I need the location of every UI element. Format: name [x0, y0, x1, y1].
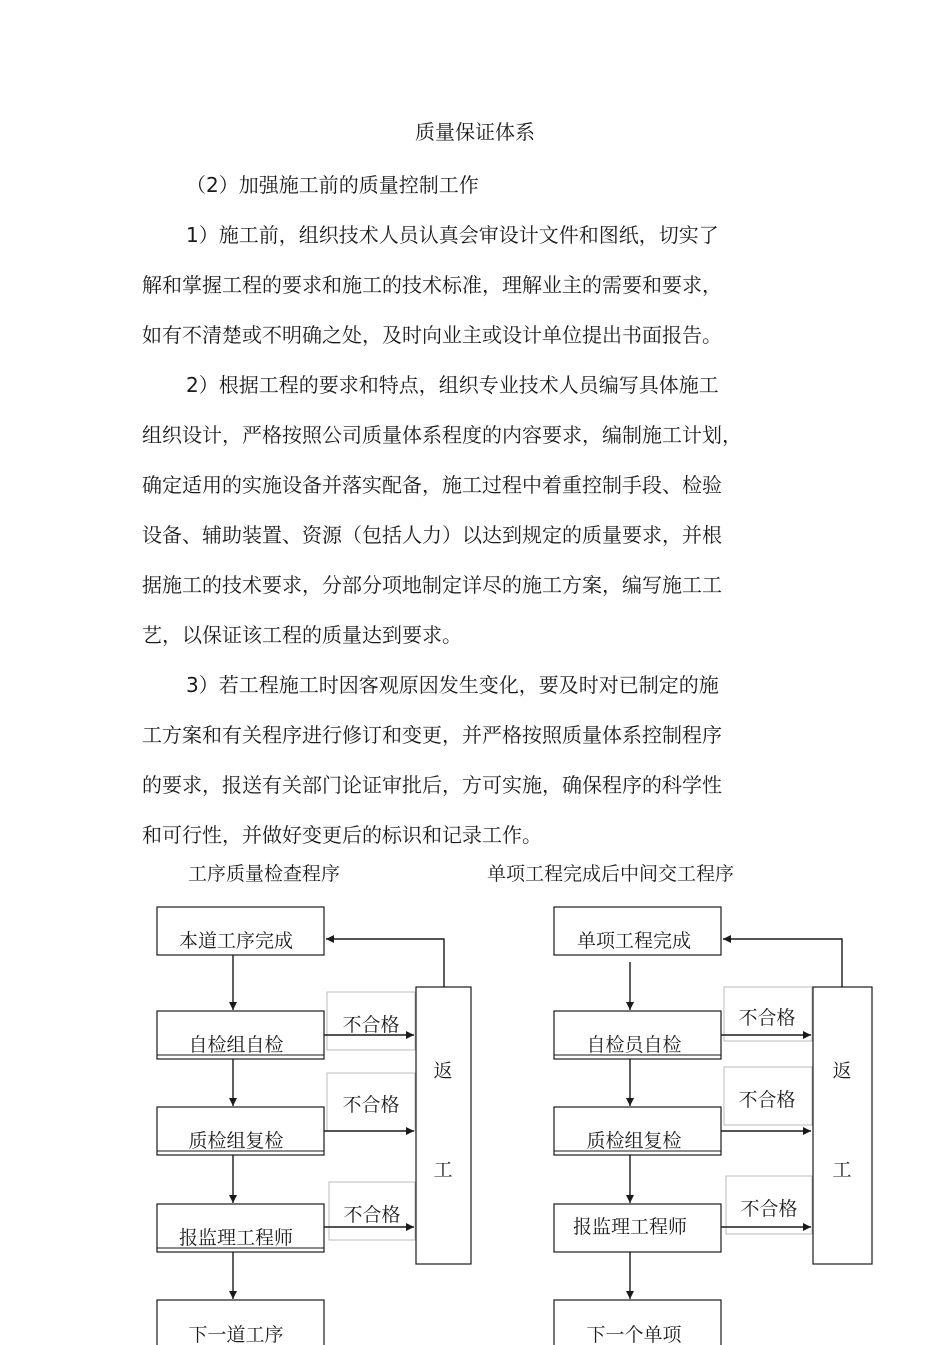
left-step-box	[157, 1300, 324, 1345]
right-step-box	[554, 1300, 721, 1345]
paragraph-line: 3）若工程施工时因客观原因发生变化，要及时对已制定的施	[186, 673, 719, 697]
fail-label: 不合格	[343, 1204, 401, 1226]
right-step-label: 单项工程完成	[576, 930, 692, 952]
paragraph-line: 和可行性，并做好变更后的标识和记录工作。	[142, 823, 542, 847]
paragraph-line: 的要求，报送有关部门论证审批后，方可实施，确保程序的科学性	[142, 773, 722, 797]
right-step-box	[554, 1107, 721, 1155]
paragraph-line: 组织设计，严格按照公司质量体系程度的内容要求，编制施工计划，	[142, 423, 742, 447]
left-rework-box	[416, 987, 471, 1264]
right-step-label: 下一个单项	[586, 1324, 682, 1345]
right-step-box	[554, 1011, 721, 1059]
fail-label: 不合格	[738, 1007, 796, 1029]
right-step-label: 自检员自检	[586, 1034, 682, 1056]
left-step-label: 自检组自检	[188, 1034, 284, 1056]
left-return-arrow	[326, 939, 444, 987]
left-step-label: 本道工序完成	[178, 930, 294, 952]
right-fail-branch	[721, 1067, 812, 1131]
paragraph-line: 艺，以保证该工程的质量达到要求。	[142, 623, 462, 647]
right-fail-branch	[721, 1176, 812, 1234]
rework-char: 返	[433, 1060, 453, 1082]
left-flowchart-title: 工序质量检查程序	[188, 863, 341, 885]
paragraph-line: 设备、辅助装置、资源（包括人力）以达到规定的质量要求，并根	[142, 523, 722, 547]
document-title: 质量保证体系	[415, 120, 535, 144]
right-step-label: 质检组复检	[586, 1130, 682, 1152]
paragraph-line: 工方案和有关程序进行修订和变更，并严格按照质量体系控制程序	[142, 723, 722, 747]
right-step-label: 报监理工程师	[572, 1216, 688, 1238]
left-step-label: 质检组复检	[188, 1130, 284, 1152]
right-step-box	[554, 907, 721, 955]
fail-label: 不合格	[342, 1014, 400, 1036]
rework-char: 返	[832, 1060, 852, 1082]
right-rework-box	[813, 987, 872, 1264]
right-fail-branch	[721, 987, 812, 1041]
left-step-box	[157, 1011, 324, 1059]
left-step-box	[157, 907, 324, 955]
paragraph-line: 2）根据工程的要求和特点，组织专业技术人员编写具体施工	[186, 373, 719, 397]
right-step-box	[554, 1204, 721, 1252]
paragraph-line: 1）施工前，组织技术人员认真会审设计文件和图纸，切实了	[186, 223, 719, 247]
left-fail-branch	[324, 1073, 415, 1131]
left-fail-branch	[324, 992, 415, 1050]
rework-char: 工	[433, 1159, 453, 1181]
left-step-box	[157, 1204, 324, 1252]
section-heading: （2）加强施工前的质量控制工作	[186, 173, 479, 197]
right-return-arrow	[723, 939, 842, 987]
fail-label: 不合格	[740, 1198, 798, 1220]
rework-char: 工	[832, 1159, 852, 1181]
left-flowchart	[157, 907, 471, 1345]
paragraph-line: 如有不清楚或不明确之处，及时向业主或设计单位提出书面报告。	[142, 323, 722, 347]
paragraph-line: 解和掌握工程的要求和施工的技术标准，理解业主的需要和要求，	[142, 273, 722, 297]
left-step-box	[157, 1107, 324, 1155]
fail-label: 不合格	[342, 1094, 400, 1116]
right-flowchart	[554, 907, 872, 1345]
right-flowchart-title: 单项工程完成后中间交工程序	[487, 863, 735, 885]
left-step-label: 下一道工序	[188, 1324, 284, 1345]
paragraph-line: 确定适用的实施设备并落实配备，施工过程中着重控制手段、检验	[142, 473, 722, 497]
paragraph-line: 据施工的技术要求，分部分项地制定详尽的施工方案，编写施工工	[142, 573, 722, 597]
left-fail-branch	[324, 1182, 415, 1240]
fail-label: 不合格	[738, 1089, 796, 1111]
left-step-label: 报监理工程师	[178, 1227, 294, 1249]
